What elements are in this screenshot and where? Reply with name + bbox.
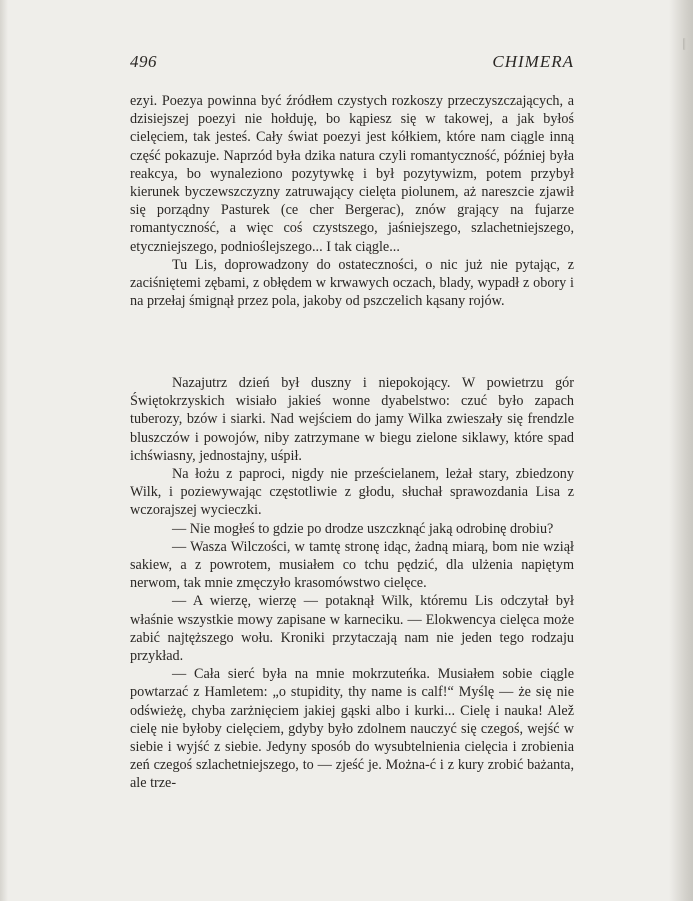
paragraph: Na łożu z paproci, nigdy nie prześcielanem, leżał stary, zbiedzony Wilk, i poziewywając częstotliwie z głodu, słuchał sprawozdania Lisa z wczorajszej wycieczki. <box>130 466 574 519</box>
page-edge-mark <box>683 38 686 50</box>
page-number: 496 <box>130 52 157 71</box>
text-section-2 <box>130 374 574 793</box>
paragraph: — A wierzę, wierzę — potaknął Wilk, któremu Lis odczytał był właśnie wszystkie mowy zapisane w karneciku. — Elokwencya cielęca może zabić najtęższego wołu. Kroniki przytaczają nam nie jeden tego rodzaju przykład. <box>130 593 574 665</box>
paragraph: — Cała sierć była na mnie mokrzuteńka. Musiałem sobie ciągle powtarzać z Hamletem: „o stupidity, thy name is calf!“ Myślę — że się nie odświeżę, chyba zarżnięciem jakiej gąski albo i kurki... Cielę i nauka! Alež cielę nie byłoby cielęciem, gdyby było zdolnem nauczyć się czegoś, wejść w siebie i wyjść z siebie. Jedyny sposób do wysubtelnienia cielęcia i zrobienia zeń czegoś szlachetniejszego, to — zjeść je. Można-ć i z kury zrobić bażanta, ale trze- <box>130 666 574 792</box>
paragraph: Nazajutrz dzień był duszny i niepokojący. W powietrzu gór Świętokrzyskich wisiało jakieś wonne dyabelstwo: czuć było zapach tuberozy, bzów i siarki. Nad wejściem do jamy Wilka zwieszały się frendzle bluszczów i powojów, niby zatrzymane w biegu zielone siklawy, które spad ichświasny, jednostajny, uśpił. <box>130 375 574 464</box>
paragraph: Tu Lis, doprowadzony do ostateczności, o nic już nie pytając, z zaciśniętemi zębami, z obłędem w krwawych oczach, blady, wypadł z obory i na przełaj śmignął przez pola, jakoby od pszczelich kąsany rojów. <box>130 256 574 310</box>
running-title: CHIMERA <box>492 52 574 71</box>
paragraph: — Nie mogłeś to gdzie po drodze uszczknąć jaką odrobinę drobiu? <box>172 520 554 537</box>
text-section-1 <box>130 92 574 310</box>
paragraph: — Wasza Wilczości, w tamtę stronę idąc, żadną miarą, bom nie wziął sakiew, a z powrotem, musiałem co tchu pędzić, dla ulżenia napiętym nerwom, tak mnie zmęczyło krasomówstwo cielęce. <box>130 538 574 592</box>
paragraph: ezyi. Poezya powinna być źródłem czystych rozkoszy przeczyszczających, a dzisiejszej poezyi nie hołduję, bo kąpiesz się w takowej, a jak byłoś cielęciem, tak jesteś. Cały świat poezyi jest kółkiem, które nam ciągle inną część pokazuje. Naprzód była dzika natura czyli romantyczność, później była reakcya, bo wynaleziono pozytywkę i był pozytywizm, potem przybył kierunek byczewszczyzny zatruwający cielęta piolunem, aż nareszcie zjawił się porządny Pasturek (ce cher Bergerac), znów grający na fujarze romantyczność, a więc coś czystszego, jaśniejszego, szlachetniejszego, etyczniejszego, podnioślejszego... I tak ciągle... <box>130 93 574 255</box>
page-header <box>130 52 574 76</box>
